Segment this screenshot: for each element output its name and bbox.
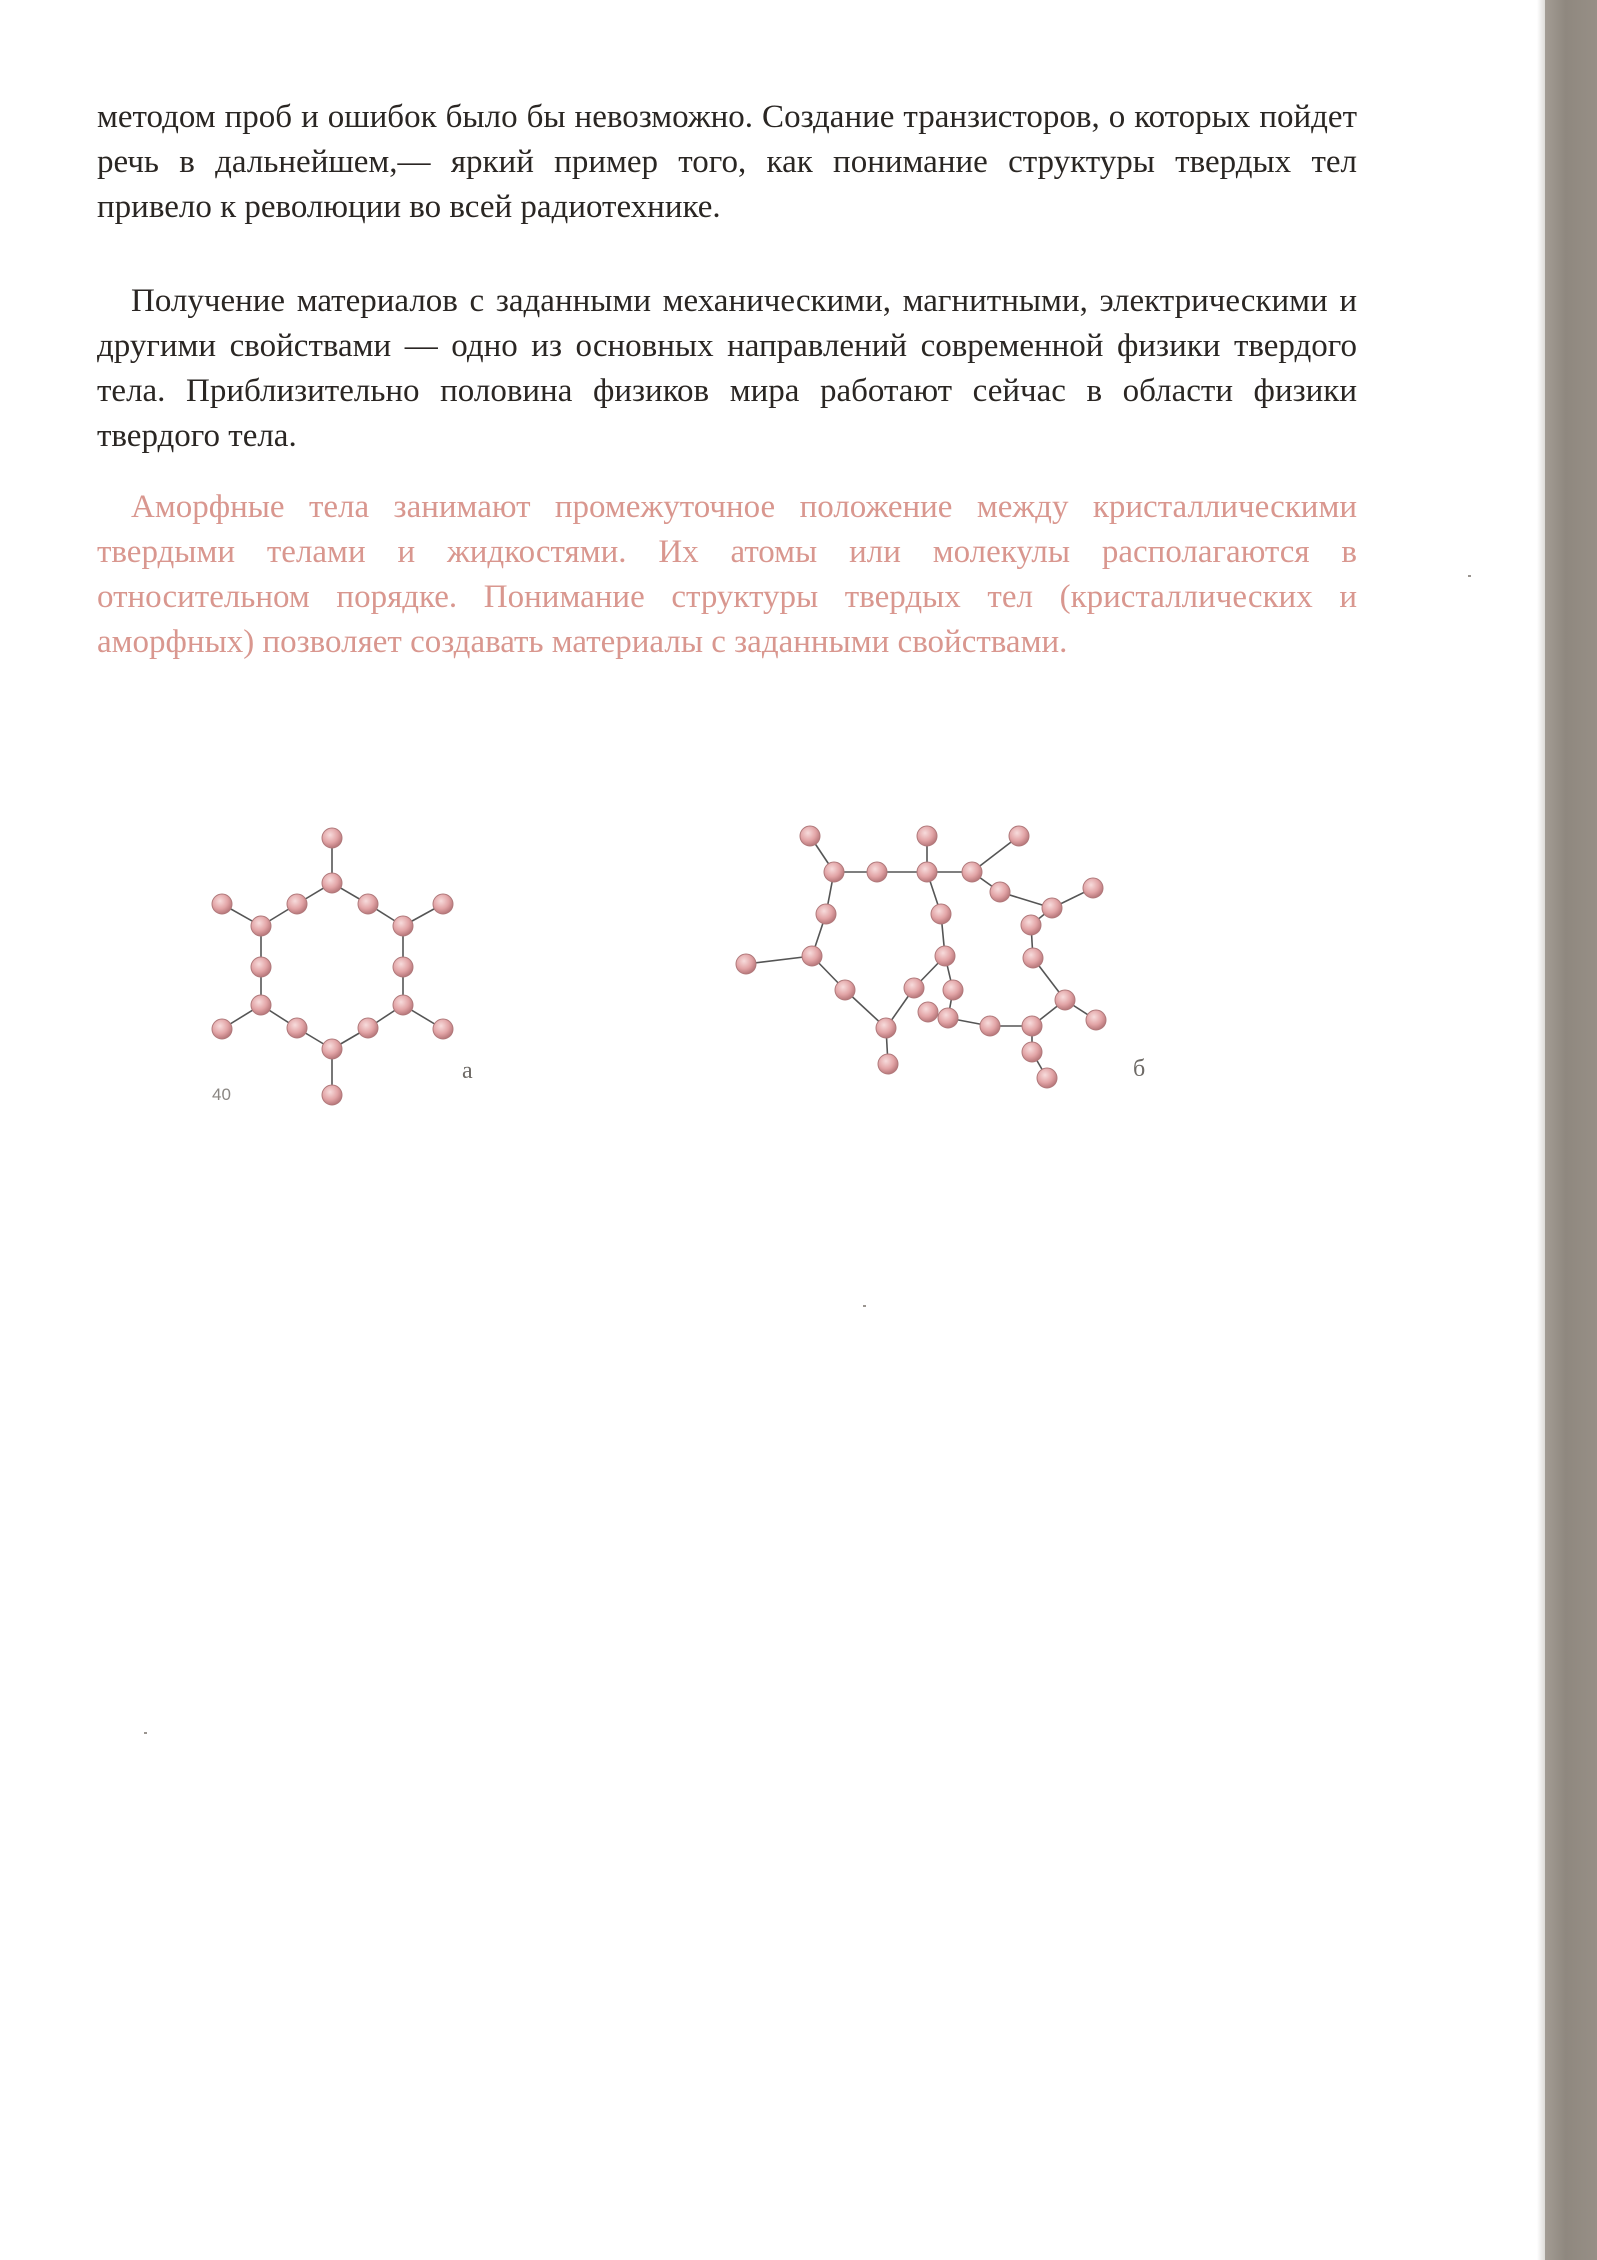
crystal-atom xyxy=(433,894,453,914)
paragraph-2: Получение материалов с заданными механическими, магнитными, электрическими и другими свойствами — одно из основных направлений современной физики твердого тела. Приблизительно половина физиков мира работают сейчас в области физики твердого тела. xyxy=(97,283,1357,454)
paragraph-1: методом проб и ошибок было бы невозможно. Создание транзисторов, о которых пойдет речь в дальнейшем,— яркий пример того, как понимание структуры твердых тел привело к революции во всей радиотехнике. xyxy=(97,99,1357,225)
paper-speck xyxy=(1468,575,1471,577)
amorphous-atom xyxy=(1022,1042,1042,1062)
amorphous-atom xyxy=(918,1002,938,1022)
amorphous-atom xyxy=(962,862,982,882)
crystal-atom xyxy=(393,995,413,1015)
amorphous-atom xyxy=(800,826,820,846)
crystal-atom xyxy=(212,1019,232,1039)
crystal-atom xyxy=(433,1019,453,1039)
amorphous-atom xyxy=(917,862,937,882)
amorphous-atom xyxy=(1055,990,1075,1010)
amorphous-atom xyxy=(938,1008,958,1028)
amorphous-atom xyxy=(736,954,756,974)
label-a: а xyxy=(462,1058,473,1084)
amorphous-atom xyxy=(1009,826,1029,846)
amorphous-atom xyxy=(1021,915,1041,935)
structure-diagram xyxy=(190,800,1190,1140)
amorphous-atom xyxy=(1023,948,1043,968)
crystal-atom xyxy=(393,957,413,977)
amorphous-atom xyxy=(904,978,924,998)
crystal-atom xyxy=(287,894,307,914)
crystal-atom xyxy=(212,894,232,914)
amorphous-atom xyxy=(802,946,822,966)
amorphous-atom xyxy=(1083,878,1103,898)
amorphous-atom xyxy=(1022,1016,1042,1036)
amorphous-atom xyxy=(867,862,887,882)
amorphous-atom xyxy=(990,882,1010,902)
amorphous-atoms xyxy=(736,826,1106,1088)
amorphous-atom xyxy=(878,1054,898,1074)
crystal-atom xyxy=(393,916,413,936)
crystal-atom xyxy=(251,957,271,977)
page-number: 40 xyxy=(212,1085,231,1104)
crystal-atom xyxy=(358,894,378,914)
paper-speck xyxy=(144,1732,147,1734)
amorphous-atom xyxy=(943,980,963,1000)
structure-figure xyxy=(190,800,1190,1140)
crystal-atom xyxy=(251,916,271,936)
amorphous-atom xyxy=(1086,1010,1106,1030)
crystal-atom xyxy=(358,1018,378,1038)
paper-speck xyxy=(863,1305,866,1307)
amorphous-atom xyxy=(876,1018,896,1038)
crystal-atom xyxy=(251,995,271,1015)
page-edge xyxy=(1545,0,1597,2260)
amorphous-atom xyxy=(980,1016,1000,1036)
label-b: б xyxy=(1133,1056,1146,1082)
crystal-atom xyxy=(287,1018,307,1038)
amorphous-atom xyxy=(824,862,844,882)
amorphous-atom xyxy=(835,980,855,1000)
crystal-atom xyxy=(322,828,342,848)
amorphous-atom xyxy=(931,904,951,924)
amorphous-atom xyxy=(935,946,955,966)
summary-paragraph: Аморфные тела занимают промежуточное положение между кристаллическими твердыми телами и жидкостями. Их атомы или молекулы располагаются в относительном порядке. Понимание структуры твердых тел (кристаллических и аморфных) позволяет создавать материалы с заданными свойствами. xyxy=(97,489,1357,660)
amorphous-atom xyxy=(1042,898,1062,918)
crystal-atom xyxy=(322,1039,342,1059)
crystal-atom xyxy=(322,873,342,893)
crystal-atom xyxy=(322,1085,342,1105)
amorphous-atom xyxy=(1037,1068,1057,1088)
page-edge-shadow xyxy=(1537,0,1545,2260)
amorphous-atom xyxy=(816,904,836,924)
amorphous-atom xyxy=(917,826,937,846)
